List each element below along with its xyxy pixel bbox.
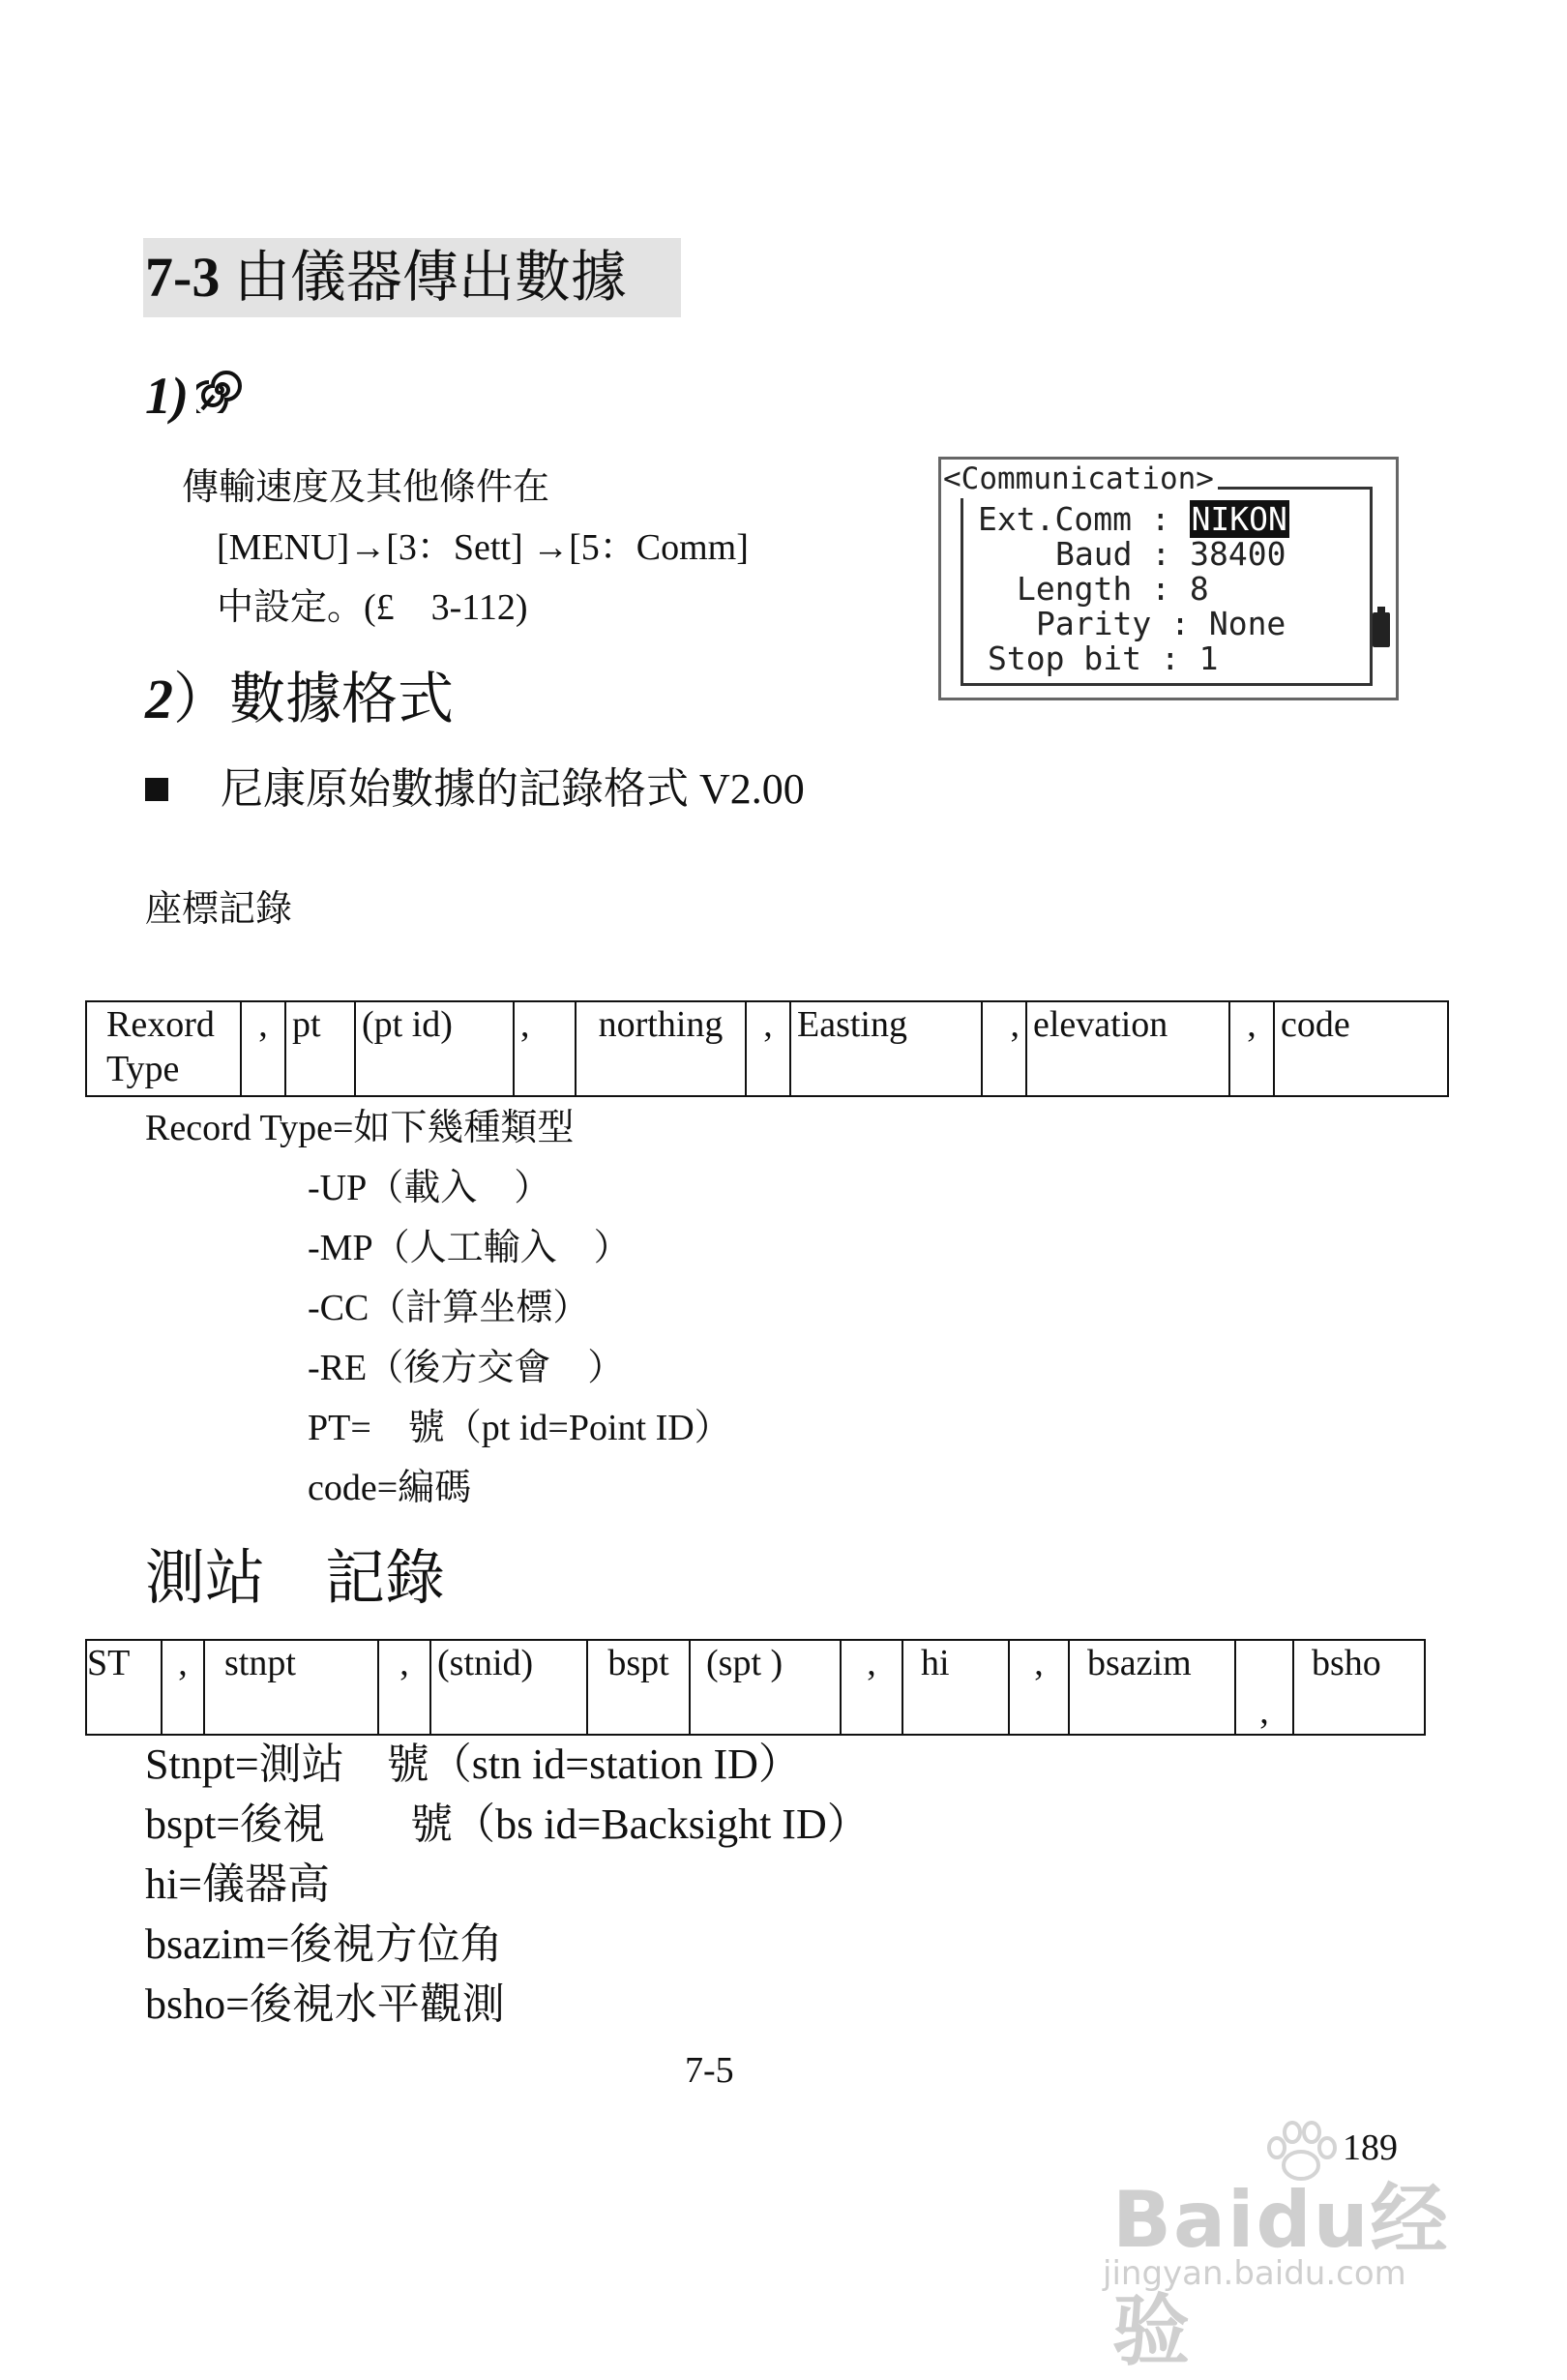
station-def: bspt=後視 號（bs id=Backsight ID） <box>145 1800 870 1848</box>
table-cell: , <box>1229 1001 1274 1096</box>
subsection-2-title: ）數據格式 <box>173 668 455 730</box>
device-row-value: None <box>1208 605 1286 642</box>
bullet-text: 尼康原始數據的記錄格式 V2.00 <box>221 765 805 813</box>
square-bullet-icon <box>145 778 168 801</box>
table-cell: bsazim <box>1069 1640 1235 1735</box>
device-row-label: Ext.Comm <box>978 500 1132 538</box>
record-type-item: -RE（後方交會 ） <box>308 1348 625 1388</box>
device-screen <box>938 457 1399 700</box>
page-number-local: 7-5 <box>685 2050 734 2091</box>
device-row-baud: Baud : 38400 <box>1055 535 1286 573</box>
table-cell: pt <box>285 1001 355 1096</box>
table-cell: hi <box>902 1640 1009 1735</box>
section-title <box>145 244 627 312</box>
table-cell: , <box>982 1001 1026 1096</box>
device-screen-title: <Communication> <box>943 460 1218 498</box>
table-cell: , <box>1009 1640 1069 1735</box>
coord-record-caption: 座標記錄 <box>145 889 293 930</box>
record-type-item: -CC（計算坐標） <box>308 1288 590 1328</box>
watermark-logo-text: Baidu经验 <box>1112 2175 1450 2376</box>
table-cell: northing <box>576 1001 746 1096</box>
battery-icon <box>1373 612 1390 647</box>
table-cell: (spt ) <box>690 1640 841 1735</box>
table-cell: , <box>241 1001 285 1096</box>
table-cell: bspt <box>587 1640 690 1735</box>
table-cell: (pt id) <box>355 1001 514 1096</box>
device-row-label: Stop bit <box>988 640 1141 677</box>
table-cell <box>86 1001 241 1096</box>
table-cell: stnpt <box>204 1640 378 1735</box>
table-cell: , <box>746 1001 790 1096</box>
table-cell: (stnid) <box>430 1640 587 1735</box>
device-row-value: 1 <box>1198 640 1219 677</box>
station-record-table <box>85 1639 1426 1736</box>
device-row-label: Baud <box>1055 535 1133 573</box>
record-type-item: -UP（載入 ） <box>308 1168 551 1208</box>
record-type-item: code=編碼 <box>308 1468 472 1508</box>
table-cell: , <box>841 1640 902 1735</box>
table-cell: , <box>1235 1640 1293 1735</box>
table-cell: elevation <box>1026 1001 1229 1096</box>
record-type-heading: Record Type=如下幾種類型 <box>145 1108 575 1148</box>
table-row <box>86 1640 1425 1735</box>
table-cell: , <box>378 1640 430 1735</box>
intro-line-3: 中設定。(£ 3-112) <box>217 587 528 628</box>
device-row-value-highlighted: NIKON <box>1191 500 1287 538</box>
subsection-1-label: 1) <box>145 367 189 425</box>
subsection-2-label: 2 <box>145 668 173 730</box>
device-row-extcomm: Ext.Comm : NIKON <box>978 500 1287 538</box>
watermark-url: jingyan.baidu.com <box>1103 2254 1406 2293</box>
station-record-caption: 測站 記錄 <box>145 1546 446 1612</box>
record-type-item: -MP（人工輸入 ） <box>308 1228 631 1268</box>
table-cell: , <box>162 1640 204 1735</box>
device-row-stopbit: Stop bit : 1 <box>988 640 1219 677</box>
table-cell: code <box>1274 1001 1448 1096</box>
device-row-length: Length : 8 <box>1017 570 1209 608</box>
station-def: Stnpt=測站 號（stn id=station ID） <box>145 1740 801 1788</box>
section-number: 7-3 <box>145 246 221 309</box>
intro-line-2: [MENU]→[3：Sett] →[5：Comm] <box>217 527 749 568</box>
device-row-value: 8 <box>1189 570 1209 608</box>
table-cell: Easting <box>790 1001 982 1096</box>
record-type-item: PT= 號（pt id=Point ID） <box>308 1408 731 1448</box>
page-number-global: 189 <box>1343 2127 1398 2168</box>
table-cell: bsho <box>1293 1640 1425 1735</box>
subsection-2-heading <box>145 666 454 733</box>
table-cell: , <box>514 1001 576 1096</box>
section-title-text: 由儀器傳出數據 <box>233 246 627 309</box>
coord-record-table <box>85 1000 1449 1097</box>
station-def: bsho=後視水平觀測 <box>145 1980 505 2028</box>
table-row <box>86 1001 1448 1096</box>
intro-line-1: 傳輸速度及其他條件在 <box>182 467 550 508</box>
baidu-watermark <box>1103 2119 1490 2376</box>
table-cell: ST <box>86 1640 162 1735</box>
spiral-icon <box>196 363 243 431</box>
cell-text: Rexord Type <box>106 1004 215 1089</box>
bullet-item <box>145 762 805 817</box>
station-def: bsazim=後視方位角 <box>145 1920 503 1968</box>
device-row-parity: Parity : None <box>1036 605 1286 642</box>
device-row-label: Length <box>1017 570 1133 608</box>
device-row-value: 38400 <box>1190 535 1286 573</box>
subsection-1-heading <box>145 362 243 431</box>
device-row-label: Parity <box>1036 605 1152 642</box>
station-def: hi=儀器高 <box>145 1860 331 1908</box>
